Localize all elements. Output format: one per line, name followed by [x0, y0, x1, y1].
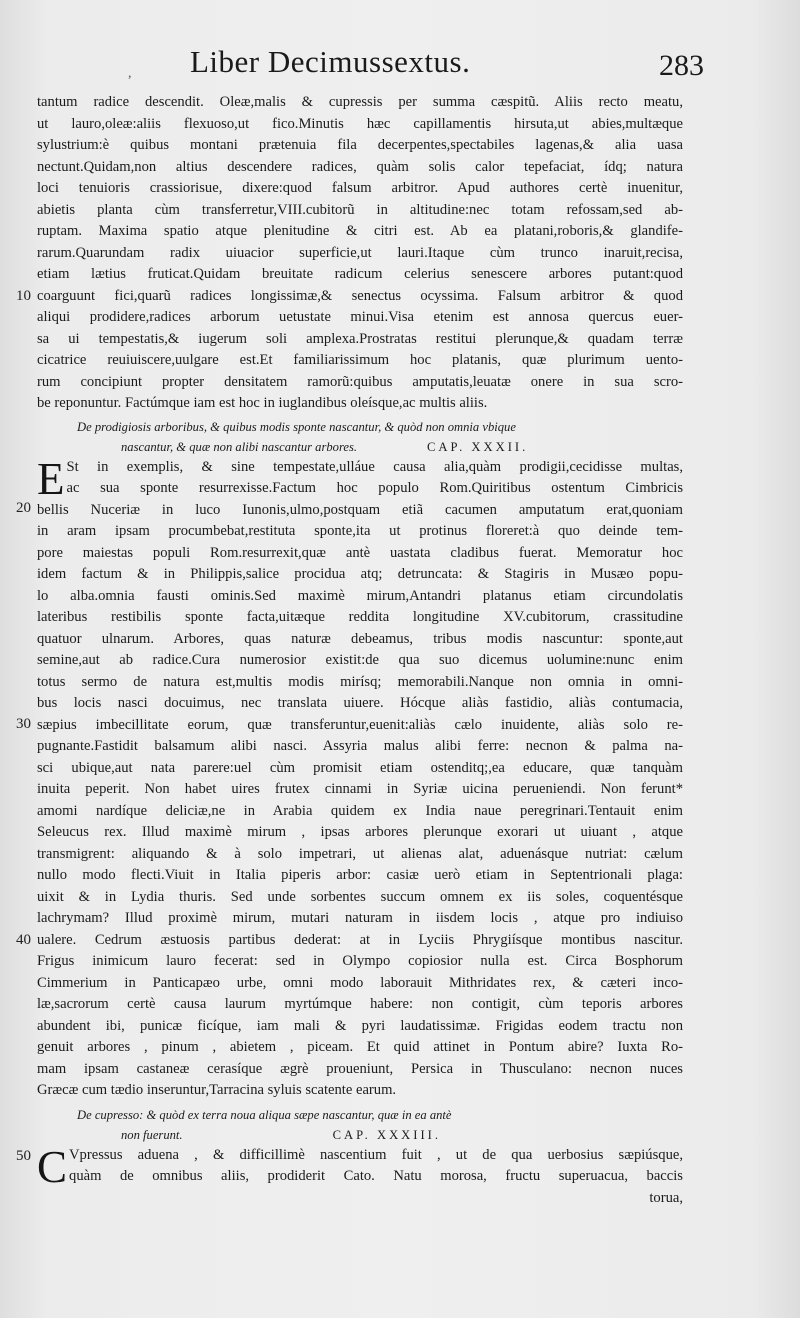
margin-line-number: 20 — [16, 500, 31, 516]
text-line: bellis Nuceriæ in luco Iunonis,ulmo,postquam etiã cacumen amputatum erat,quoniam — [37, 501, 683, 518]
margin-line-number: 40 — [16, 932, 31, 948]
text-line: ruptam. Maxima spatio atque plenitudine & citri est. Ab ea platani,roboris,& glandife- — [37, 223, 683, 239]
text-line: idem factum & in Philippis,salice procidua atq; detruncata: & Stagiris in Musæo popu- — [37, 566, 683, 582]
running-title: Liber Decimussextus. — [190, 44, 471, 79]
text-line: tantum radice descendit. Oleæ,malis & cupressis per summa cæspitũ. Aliis recto meatu, — [37, 94, 683, 110]
text-line: lateribus restibilis sponte facta,uitæque reddita longitudine XV.cubitorum, crassitudine — [37, 609, 683, 625]
text-line: inuita peperit. Non habet uires frutex cinnami in Syriæ uicina perueniendi. Non ferunt* — [37, 781, 683, 797]
text-line: quàm de omnibus aliis, prodiderit Cato. Natu morosa, fructu superuacua, baccis — [69, 1168, 683, 1184]
text-line: Cimmerium in Panticapæo urbe, omni modo laborauit Mithridates rex, & cæteri inco- — [37, 974, 683, 991]
text-line: Vpressus aduena , & difficillimè nascentium fuit , ut de qua uerbosius sæpiúsque, — [69, 1146, 683, 1163]
text-line: sa ui tempestatis,& iugerum soli amplexa.Prostratas restitui plerunque,& quadam terræ — [37, 330, 683, 347]
paragraph — [37, 457, 683, 1102]
text-line: nullo modo flecti.Viuit in Italia piperis arbor: casiæ uerò etiam in Septentrionali plaga: — [37, 867, 683, 883]
text-line: St in exemplis, & sine tempestate,ulláue causa alia,quàm prodigii,cecidisse multas, — [66, 458, 683, 475]
text-line: coarguunt fici,quarũ radices longissimæ,& senectus ocyssima. Falsum arbitror & quod — [37, 287, 683, 304]
text-line: pugnante.Fastidit balsamum alibi nasci. Assyria malus alibi ferre: necnon & palma na- — [37, 738, 683, 754]
text-line: uixit & in Lydia thuris. Sed unde sorbentes succum omnem ex iis soles, coquentésque — [37, 888, 683, 905]
dropcap-block — [37, 457, 683, 500]
text-line: lo alba.omnia fausti ominis.Sed maximè mirum,Antandri platanus etiam circundolatis — [37, 587, 683, 604]
chapter-number: CAP. XXXIII. — [332, 1127, 441, 1142]
chapter-heading — [37, 417, 683, 457]
text-line: ac sua sponte resurrexisse.Factum hoc populo Rom.Quiritibus ostentum Cimbricis — [66, 480, 683, 496]
text-line: sylustrium:è quibus montani prætenuia fila decerpentes,spectabiles lagenas,& alia uasa — [37, 137, 683, 153]
text-line: etiam lætius fruticat.Quidam breuitate radicum celerius senescere arbores putant:quod — [37, 266, 683, 282]
text-line: genuit arbores , pinum , abietem , piceam. Et quid attinet in Pontum abire? Iuxta Ro- — [37, 1039, 683, 1055]
dropcap-lines — [37, 457, 683, 500]
text-line: læ,sacrorum certè causa laurum myrtúmque habere: non contigit, cùm teporis arbores — [37, 996, 683, 1012]
text-line: mam ipsam castaneæ cerasíque ægrè proueniunt, Persica in Thusculano: necnon nuces — [37, 1060, 683, 1077]
text-line: ut lauro,oleæ:aliis flexuoso,ut fico.Minutis hæc capillamentis hirsuta,ut abies,multæque — [37, 115, 683, 132]
text-line: amomi nardíque deliciæ,ne in Arabia quidem ex India naue peregrinari.Tentauit enim — [37, 802, 683, 819]
chapter-number: CAP. XXXII. — [427, 439, 529, 454]
text-line: rarum.Quarundam radix uiuacior superficie,ut lauri.Itaque cùm trunco inaruit,recisa, — [37, 244, 683, 261]
margin-line-number: 30 — [16, 716, 31, 732]
page-number: 283 — [659, 49, 704, 82]
header-mark: , — [128, 66, 132, 81]
chapter-title — [37, 1125, 683, 1145]
text-line: nectunt.Quidam,non altius descendere radices, quàm solis calor tepefaciat, ídq; natura — [37, 158, 683, 175]
dropcap-lines — [37, 1145, 683, 1188]
text-line: aliqui prodidere,radices arborum uetustate minui.Visa etenim est annosa quercus euer- — [37, 309, 683, 325]
text-line: in aram ipsam procumbebat,restituta sponte,ita ut protinus floreret:à quo deinde tem- — [37, 523, 683, 539]
text-line: ualere. Cedrum æstuosis partibus dederat: at in Lyciis Phrygiísque montibus nascitur. — [37, 931, 683, 948]
text-line: be reponuntur. Factúmque iam est hoc in iuglandibus oleísque,ac multis aliis. — [37, 395, 488, 411]
text-line: abietis planta cùm transferretur,VIII.cubitorũ in altitudine:nec totam refossam,sed ab- — [37, 201, 683, 218]
text-line: pore maiestas populi Rom.resurrexit,quæ antè uastata cladibus fuerat. Memoratur hoc — [37, 544, 683, 561]
text-line: quatuor ulnarum. Arbores, quas naturæ debeamus, tribus modis nascuntur: sponte,aut — [37, 630, 683, 647]
text-line: bus locis nasci docuimus, nec translata uiuere. Hócque aliàs fastidio, aliàs contumacia, — [37, 695, 683, 711]
text-line: sci ubique,aut nata parere:uel cùm promisit etiam ostenditq;,ea educare, quæ tanquàm — [37, 759, 683, 776]
chapter-title: De prodigiosis arboribus, & quibus modis sponte nascantur, & quòd non omnia vbique — [77, 419, 516, 434]
chapter-title-cont: non fuerunt. — [121, 1127, 183, 1142]
chapter-heading — [37, 1105, 683, 1145]
body-text — [37, 92, 683, 1209]
text-line: Græcæ cum tædio inseruntur,Tarracina syluis scatente earum. — [37, 1082, 397, 1098]
drop-capital: C — [37, 1144, 68, 1188]
paragraph — [37, 92, 683, 415]
dropcap-block — [37, 1145, 683, 1188]
text-line: loci tenuioris crassiorisue, dixere:quod falsum arbitror. Apud authores certè inuenitur, — [37, 180, 683, 196]
margin-line-number: 50 — [16, 1148, 31, 1164]
text-line: sæpius imbecillitate eorum, quæ transferuntur,euenit:aliàs cælo inuidente, aliàs solo re- — [37, 716, 683, 733]
text-line: rum concipiunt propter densitatem ramorũ:quibus amputatis,leuatæ onere in sua scro- — [37, 373, 683, 390]
drop-capital: E — [37, 456, 65, 500]
text-line: torua, — [649, 1189, 683, 1206]
text-line: abundent ibi, punicæ ficíque, iam mali & pyri laudatissimæ. Frigidas eodem tractu non — [37, 1017, 683, 1034]
text-line: Frigus inimicum lauro fecerat: sed in Olympo copiosior nulla est. Circa Bosphorum — [37, 953, 683, 969]
chapter-title: De cupresso: & quòd ex terra noua aliqua sæpe nascantur, quæ in ea antè — [77, 1107, 452, 1122]
chapter-title — [37, 437, 683, 457]
text-line: semine,aut ab radice.Cura numerosior existit:de qua suo dicemus uolumine:nunc enim — [37, 652, 683, 668]
text-line: Seleucus rex. Illud maximè mirum , ipsas arbores plerunque exorari ut uiuant , atque — [37, 824, 683, 840]
page-header — [0, 44, 800, 84]
text-line: totus sermo de natura est,multis modis mirísq; memorabili.Nanque non omnia in omni- — [37, 673, 683, 690]
paragraph — [37, 1145, 683, 1210]
text-line: lachrymam? Illud proximè mirum, mutari naturam in iisdem locis , atque pro indiuiso — [37, 910, 683, 926]
margin-line-number: 10 — [16, 288, 31, 304]
text-line: cicatrice reuiuiscere,uulgare est.Et familiarissimum hoc platanis, quæ plurimum uento- — [37, 352, 683, 368]
chapter-title-cont: nascantur, & quæ non alibi nascantur arbores. — [121, 439, 358, 454]
text-line: transmigrent: aliquando & à solo impetrari, ut alienas alat, aduenásque nutriat: cælum — [37, 845, 683, 862]
